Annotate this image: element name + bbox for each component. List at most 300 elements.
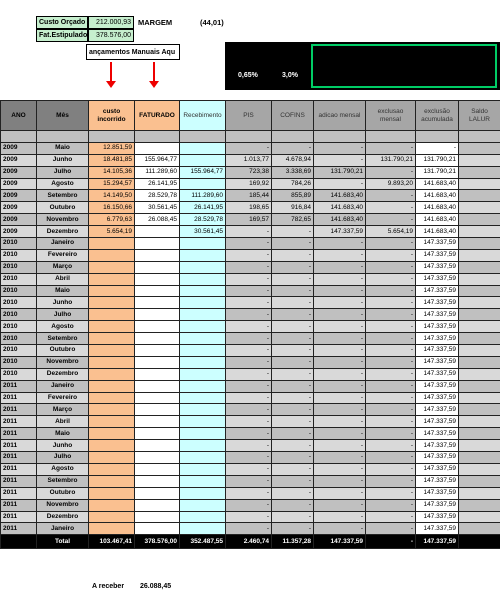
cell-faturado[interactable] [135, 499, 180, 511]
cell-recebimento[interactable] [180, 131, 226, 143]
cell-exclusao-acumulada[interactable]: 147.337,59 [416, 238, 459, 250]
cell-recebimento[interactable]: 26.141,95 [180, 202, 226, 214]
cell-mes[interactable]: Julho [37, 166, 89, 178]
cell-saldo-lalur[interactable] [459, 392, 500, 404]
cell-cofins[interactable]: - [272, 249, 314, 261]
cell-exclusao-acumulada[interactable]: 147.337,59 [416, 392, 459, 404]
cell-recebimento[interactable] [180, 475, 226, 487]
cell-cofins[interactable]: 855,89 [272, 190, 314, 202]
cell-saldo-lalur[interactable] [459, 285, 500, 297]
cell-custo-incorrido[interactable]: 18.481,85 [89, 154, 135, 166]
cell-faturado[interactable] [135, 333, 180, 345]
cell-custo-incorrido[interactable] [89, 238, 135, 250]
cell-pis[interactable]: - [226, 428, 272, 440]
cell-exclusao-mensal[interactable]: - [366, 297, 416, 309]
cell-custo-incorrido[interactable] [89, 249, 135, 261]
cell-pis[interactable]: 1.013,77 [226, 154, 272, 166]
cell-faturado[interactable] [135, 416, 180, 428]
cell-mes[interactable]: Janeiro [37, 523, 89, 535]
cell-adicao-mensal[interactable]: 147.337,59 [314, 226, 366, 238]
cell-pis[interactable]: - [226, 285, 272, 297]
cell-recebimento[interactable]: 28.529,78 [180, 214, 226, 226]
fat-estipulado-label[interactable]: Fat.Estipulado [36, 29, 88, 42]
cell-pis[interactable] [226, 131, 272, 143]
cell-adicao-mensal[interactable]: 141.683,40 [314, 214, 366, 226]
cell-adicao-mensal[interactable]: - [314, 404, 366, 416]
cell-recebimento[interactable]: 111.289,60 [180, 190, 226, 202]
cell-mes[interactable]: Outubro [37, 487, 89, 499]
cell-exclusao-acumulada[interactable]: 147.337,59 [416, 261, 459, 273]
cell-custo-incorrido[interactable] [89, 475, 135, 487]
header-ano[interactable]: ANO [1, 101, 37, 131]
cell-exclusao-acumulada[interactable]: 147.337,59 [416, 297, 459, 309]
cell-recebimento[interactable] [180, 487, 226, 499]
cell-mes[interactable]: Março [37, 261, 89, 273]
cell-pis[interactable]: 723,38 [226, 166, 272, 178]
custo-orcado-value[interactable]: 212.000,93 [88, 16, 134, 29]
cell-adicao-mensal[interactable]: - [314, 356, 366, 368]
cell-custo-incorrido[interactable] [89, 463, 135, 475]
cell-custo-incorrido[interactable] [89, 452, 135, 464]
cell-exclusao-acumulada[interactable]: 147.337,59 [416, 416, 459, 428]
cell-exclusao-mensal[interactable]: - [366, 190, 416, 202]
cell-adicao-mensal[interactable]: - [314, 249, 366, 261]
cell-exclusao-acumulada[interactable]: 147.337,59 [416, 487, 459, 499]
cell-ano[interactable]: 2010 [1, 238, 37, 250]
cell-cofins[interactable]: - [272, 416, 314, 428]
cell-ano[interactable]: 2011 [1, 380, 37, 392]
cell-saldo-lalur[interactable] [459, 535, 500, 549]
cell-faturado[interactable]: 26.088,45 [135, 214, 180, 226]
cell-exclusao-acumulada[interactable]: 141.683,40 [416, 190, 459, 202]
cell-exclusao-mensal[interactable]: - [366, 356, 416, 368]
cell-mes[interactable]: Junho [37, 154, 89, 166]
cell-pis[interactable]: - [226, 475, 272, 487]
header-custo-incorrido[interactable]: custo incorrido [89, 101, 135, 131]
cell-exclusao-mensal[interactable]: - [366, 475, 416, 487]
cell-exclusao-mensal[interactable]: - [366, 214, 416, 226]
cell-saldo-lalur[interactable] [459, 238, 500, 250]
cell-mes[interactable]: Janeiro [37, 380, 89, 392]
cell-pis[interactable]: - [226, 452, 272, 464]
cell-mes[interactable]: Novembro [37, 356, 89, 368]
cell-recebimento[interactable] [180, 404, 226, 416]
cell-exclusao-acumulada[interactable]: 141.683,40 [416, 214, 459, 226]
cell-exclusao-mensal[interactable]: 131.790,21 [366, 154, 416, 166]
cell-cofins[interactable] [272, 131, 314, 143]
cell-cofins[interactable]: 11.357,28 [272, 535, 314, 549]
cell-ano[interactable]: 2010 [1, 356, 37, 368]
cell-mes[interactable]: Dezembro [37, 511, 89, 523]
cell-exclusao-mensal[interactable]: - [366, 321, 416, 333]
cell-adicao-mensal[interactable]: - [314, 368, 366, 380]
cell-pis[interactable]: - [226, 345, 272, 357]
cell-adicao-mensal[interactable]: - [314, 333, 366, 345]
cell-exclusao-mensal[interactable]: - [366, 142, 416, 154]
cell-saldo-lalur[interactable] [459, 475, 500, 487]
cell-exclusao-acumulada[interactable]: 147.337,59 [416, 345, 459, 357]
cell-mes[interactable]: Julho [37, 452, 89, 464]
cell-exclusao-acumulada[interactable]: 141.683,40 [416, 202, 459, 214]
cell-exclusao-mensal[interactable]: - [366, 392, 416, 404]
cell-cofins[interactable]: - [272, 487, 314, 499]
cell-ano[interactable]: 2011 [1, 416, 37, 428]
cell-pis[interactable]: 185,44 [226, 190, 272, 202]
cell-faturado[interactable] [135, 345, 180, 357]
cell-mes[interactable]: Setembro [37, 190, 89, 202]
cell-faturado[interactable]: 30.561,45 [135, 202, 180, 214]
cell-exclusao-mensal[interactable]: - [366, 463, 416, 475]
cell-saldo-lalur[interactable] [459, 309, 500, 321]
cell-exclusao-mensal[interactable]: 5.654,19 [366, 226, 416, 238]
cell-recebimento[interactable] [180, 333, 226, 345]
cell-recebimento[interactable] [180, 452, 226, 464]
cell-exclusao-acumulada[interactable]: 147.337,59 [416, 404, 459, 416]
cell-faturado[interactable] [135, 463, 180, 475]
cell-exclusao-acumulada[interactable]: 131.790,21 [416, 154, 459, 166]
cell-faturado[interactable] [135, 475, 180, 487]
cell-exclusao-mensal[interactable]: - [366, 345, 416, 357]
cell-recebimento[interactable] [180, 238, 226, 250]
cell-faturado[interactable] [135, 404, 180, 416]
cell-exclusao-acumulada[interactable]: 141.683,40 [416, 226, 459, 238]
cell-exclusao-acumulada[interactable]: 141.683,40 [416, 178, 459, 190]
cell-recebimento[interactable] [180, 368, 226, 380]
cell-ano[interactable]: 2010 [1, 333, 37, 345]
cell-mes[interactable]: Dezembro [37, 368, 89, 380]
cell-ano[interactable]: 2010 [1, 285, 37, 297]
cell-pis[interactable]: - [226, 249, 272, 261]
cell-custo-incorrido[interactable] [89, 356, 135, 368]
cell-custo-incorrido[interactable] [89, 523, 135, 535]
cell-mes[interactable]: Fevereiro [37, 392, 89, 404]
cell-pis[interactable]: - [226, 463, 272, 475]
cell-adicao-mensal[interactable]: 141.683,40 [314, 190, 366, 202]
cell-cofins[interactable]: - [272, 404, 314, 416]
cell-mes[interactable]: Janeiro [37, 238, 89, 250]
cell-cofins[interactable]: - [272, 440, 314, 452]
cell-custo-incorrido[interactable] [89, 428, 135, 440]
cell-custo-incorrido[interactable] [89, 416, 135, 428]
cell-exclusao-mensal[interactable]: - [366, 523, 416, 535]
cell-exclusao-acumulada[interactable]: 147.337,59 [416, 333, 459, 345]
cell-recebimento[interactable] [180, 261, 226, 273]
cell-faturado[interactable]: 155.964,77 [135, 154, 180, 166]
cell-cofins[interactable]: - [272, 380, 314, 392]
cell-custo-incorrido[interactable]: 103.467,41 [89, 535, 135, 549]
cell-faturado[interactable] [135, 142, 180, 154]
cell-pis[interactable]: - [226, 416, 272, 428]
cell-custo-incorrido[interactable] [89, 392, 135, 404]
cell-exclusao-mensal[interactable]: - [366, 440, 416, 452]
cell-exclusao-acumulada[interactable]: 147.337,59 [416, 523, 459, 535]
cell-saldo-lalur[interactable] [459, 511, 500, 523]
fat-estipulado-value[interactable]: 378.576,00 [88, 29, 134, 42]
cell-cofins[interactable]: - [272, 321, 314, 333]
cell-pis[interactable]: 169,92 [226, 178, 272, 190]
cell-ano[interactable]: 2011 [1, 404, 37, 416]
cell-saldo-lalur[interactable] [459, 261, 500, 273]
cell-custo-incorrido[interactable]: 14.149,50 [89, 190, 135, 202]
cell-custo-incorrido[interactable]: 16.150,66 [89, 202, 135, 214]
cell-cofins[interactable]: 916,84 [272, 202, 314, 214]
cell-exclusao-acumulada[interactable]: 147.337,59 [416, 380, 459, 392]
cell-mes[interactable]: Total [37, 535, 89, 549]
cell-cofins[interactable]: - [272, 523, 314, 535]
cell-pis[interactable]: - [226, 440, 272, 452]
cell-ano[interactable]: 2010 [1, 249, 37, 261]
cell-exclusao-mensal[interactable]: - [366, 368, 416, 380]
cell-faturado[interactable] [135, 226, 180, 238]
cell-faturado[interactable] [135, 380, 180, 392]
cell-cofins[interactable]: - [272, 261, 314, 273]
cell-recebimento[interactable] [180, 380, 226, 392]
cell-adicao-mensal[interactable]: - [314, 321, 366, 333]
cell-exclusao-mensal[interactable]: - [366, 380, 416, 392]
custo-orcado-label[interactable]: Custo Orçado [36, 16, 88, 29]
cell-custo-incorrido[interactable] [89, 131, 135, 143]
cell-faturado[interactable] [135, 452, 180, 464]
cell-mes[interactable]: Outubro [37, 202, 89, 214]
cell-cofins[interactable]: 782,65 [272, 214, 314, 226]
cell-mes[interactable]: Novembro [37, 499, 89, 511]
cell-faturado[interactable] [135, 321, 180, 333]
cell-saldo-lalur[interactable] [459, 416, 500, 428]
cell-faturado[interactable] [135, 392, 180, 404]
cell-custo-incorrido[interactable] [89, 511, 135, 523]
cell-exclusao-acumulada[interactable]: 147.337,59 [416, 428, 459, 440]
cell-recebimento[interactable] [180, 297, 226, 309]
header-mes[interactable]: Mês [37, 101, 89, 131]
cell-recebimento[interactable] [180, 428, 226, 440]
cell-recebimento[interactable]: 30.561,45 [180, 226, 226, 238]
cell-ano[interactable]: 2011 [1, 523, 37, 535]
cell-custo-incorrido[interactable] [89, 297, 135, 309]
cell-saldo-lalur[interactable] [459, 404, 500, 416]
cell-ano[interactable]: 2011 [1, 511, 37, 523]
cell-exclusao-acumulada[interactable] [416, 131, 459, 143]
cell-ano[interactable]: 2011 [1, 428, 37, 440]
cell-recebimento[interactable] [180, 321, 226, 333]
cell-cofins[interactable]: 3.338,69 [272, 166, 314, 178]
cell-saldo-lalur[interactable] [459, 166, 500, 178]
header-faturado[interactable]: FATURADO [135, 101, 180, 131]
cell-adicao-mensal[interactable]: - [314, 238, 366, 250]
cell-cofins[interactable]: - [272, 368, 314, 380]
cell-recebimento[interactable] [180, 523, 226, 535]
cell-custo-incorrido[interactable] [89, 273, 135, 285]
cell-recebimento[interactable]: 155.964,77 [180, 166, 226, 178]
cell-pis[interactable]: - [226, 321, 272, 333]
selected-cell-frame[interactable] [311, 44, 497, 88]
cell-pis[interactable]: - [226, 273, 272, 285]
cell-cofins[interactable]: - [272, 226, 314, 238]
cell-adicao-mensal[interactable]: - [314, 178, 366, 190]
cell-recebimento[interactable] [180, 356, 226, 368]
cell-ano[interactable]: 2009 [1, 154, 37, 166]
cell-faturado[interactable] [135, 523, 180, 535]
cell-saldo-lalur[interactable] [459, 297, 500, 309]
cell-mes[interactable]: Setembro [37, 475, 89, 487]
cell-ano[interactable]: 2010 [1, 273, 37, 285]
cell-exclusao-mensal[interactable]: - [366, 404, 416, 416]
cell-saldo-lalur[interactable] [459, 440, 500, 452]
cell-mes[interactable]: Dezembro [37, 226, 89, 238]
cell-cofins[interactable]: - [272, 356, 314, 368]
cell-ano[interactable]: 2010 [1, 345, 37, 357]
cell-saldo-lalur[interactable] [459, 249, 500, 261]
cell-cofins[interactable]: - [272, 333, 314, 345]
cell-cofins[interactable]: - [272, 428, 314, 440]
header-adicao-mensal[interactable]: adicao mensal [314, 101, 366, 131]
cell-adicao-mensal[interactable]: 147.337,59 [314, 535, 366, 549]
cell-exclusao-acumulada[interactable]: 147.337,59 [416, 440, 459, 452]
cell-custo-incorrido[interactable] [89, 309, 135, 321]
cell-recebimento[interactable] [180, 345, 226, 357]
cell-ano[interactable]: 2009 [1, 214, 37, 226]
cell-exclusao-mensal[interactable]: - [366, 166, 416, 178]
cell-recebimento[interactable] [180, 440, 226, 452]
cell-recebimento[interactable]: 352.487,55 [180, 535, 226, 549]
cell-adicao-mensal[interactable]: - [314, 416, 366, 428]
cell-saldo-lalur[interactable] [459, 523, 500, 535]
cell-ano[interactable]: 2011 [1, 452, 37, 464]
cell-pis[interactable]: - [226, 523, 272, 535]
cell-mes[interactable]: Abril [37, 416, 89, 428]
cell-exclusao-acumulada[interactable]: 131.790,21 [416, 166, 459, 178]
cell-ano[interactable]: 2010 [1, 321, 37, 333]
cell-mes[interactable] [37, 131, 89, 143]
cell-custo-incorrido[interactable] [89, 440, 135, 452]
cell-saldo-lalur[interactable] [459, 154, 500, 166]
cell-pis[interactable]: - [226, 368, 272, 380]
cell-saldo-lalur[interactable] [459, 368, 500, 380]
cell-adicao-mensal[interactable]: - [314, 297, 366, 309]
cell-adicao-mensal[interactable]: - [314, 392, 366, 404]
cell-mes[interactable]: Março [37, 404, 89, 416]
cell-custo-incorrido[interactable] [89, 368, 135, 380]
header-recebimento[interactable]: Recebimento [180, 101, 226, 131]
cell-cofins[interactable]: - [272, 285, 314, 297]
cell-mes[interactable]: Junho [37, 440, 89, 452]
cell-ano[interactable]: 2009 [1, 166, 37, 178]
cell-faturado[interactable] [135, 238, 180, 250]
cell-adicao-mensal[interactable]: - [314, 154, 366, 166]
cell-cofins[interactable]: 784,26 [272, 178, 314, 190]
cell-custo-incorrido[interactable] [89, 321, 135, 333]
cell-adicao-mensal[interactable]: - [314, 463, 366, 475]
cell-pis[interactable]: - [226, 238, 272, 250]
cell-adicao-mensal[interactable]: - [314, 428, 366, 440]
header-pis[interactable]: PIS [226, 101, 272, 131]
cell-ano[interactable]: 2011 [1, 463, 37, 475]
cell-saldo-lalur[interactable] [459, 499, 500, 511]
cell-cofins[interactable]: - [272, 309, 314, 321]
cell-exclusao-mensal[interactable]: - [366, 273, 416, 285]
cell-custo-incorrido[interactable] [89, 487, 135, 499]
cell-custo-incorrido[interactable]: 12.851,59 [89, 142, 135, 154]
cell-custo-incorrido[interactable] [89, 333, 135, 345]
header-exclusao-mensal[interactable]: exclusao mensal [366, 101, 416, 131]
cell-adicao-mensal[interactable]: - [314, 523, 366, 535]
cell-faturado[interactable] [135, 249, 180, 261]
cell-recebimento[interactable] [180, 142, 226, 154]
cell-faturado[interactable]: 26.141,95 [135, 178, 180, 190]
cell-ano[interactable]: 2009 [1, 202, 37, 214]
cell-faturado[interactable] [135, 297, 180, 309]
cell-exclusao-mensal[interactable]: - [366, 249, 416, 261]
cell-saldo-lalur[interactable] [459, 131, 500, 143]
cell-recebimento[interactable] [180, 178, 226, 190]
cell-adicao-mensal[interactable]: - [314, 285, 366, 297]
cell-saldo-lalur[interactable] [459, 452, 500, 464]
cell-recebimento[interactable] [180, 249, 226, 261]
cell-custo-incorrido[interactable] [89, 404, 135, 416]
cell-faturado[interactable]: 28.529,78 [135, 190, 180, 202]
cell-mes[interactable]: Maio [37, 142, 89, 154]
cell-recebimento[interactable] [180, 511, 226, 523]
cell-ano[interactable]: 2011 [1, 440, 37, 452]
cell-exclusao-mensal[interactable]: - [366, 452, 416, 464]
cell-faturado[interactable] [135, 356, 180, 368]
cell-adicao-mensal[interactable] [314, 131, 366, 143]
cell-saldo-lalur[interactable] [459, 345, 500, 357]
cell-cofins[interactable]: - [272, 345, 314, 357]
cell-cofins[interactable]: - [272, 297, 314, 309]
cell-pis[interactable]: - [226, 499, 272, 511]
cell-adicao-mensal[interactable]: - [314, 499, 366, 511]
cell-exclusao-mensal[interactable] [366, 131, 416, 143]
cell-exclusao-acumulada[interactable]: 147.337,59 [416, 285, 459, 297]
cell-saldo-lalur[interactable] [459, 321, 500, 333]
cell-cofins[interactable]: - [272, 452, 314, 464]
cell-exclusao-mensal[interactable]: - [366, 202, 416, 214]
cell-mes[interactable]: Agosto [37, 178, 89, 190]
cell-ano[interactable]: 2009 [1, 190, 37, 202]
cell-cofins[interactable]: - [272, 238, 314, 250]
cell-pis[interactable]: - [226, 142, 272, 154]
cell-ano[interactable]: 2011 [1, 392, 37, 404]
cell-custo-incorrido[interactable]: 14.105,36 [89, 166, 135, 178]
cell-adicao-mensal[interactable]: - [314, 273, 366, 285]
cell-ano[interactable] [1, 535, 37, 549]
cell-saldo-lalur[interactable] [459, 273, 500, 285]
cell-cofins[interactable]: - [272, 142, 314, 154]
cell-faturado[interactable] [135, 428, 180, 440]
cell-adicao-mensal[interactable]: - [314, 452, 366, 464]
cell-faturado[interactable] [135, 309, 180, 321]
cell-pis[interactable]: 2.460,74 [226, 535, 272, 549]
cell-faturado[interactable]: 378.576,00 [135, 535, 180, 549]
cell-saldo-lalur[interactable] [459, 487, 500, 499]
cell-ano[interactable]: 2011 [1, 475, 37, 487]
cell-mes[interactable]: Agosto [37, 463, 89, 475]
cell-saldo-lalur[interactable] [459, 202, 500, 214]
cell-custo-incorrido[interactable] [89, 380, 135, 392]
cell-adicao-mensal[interactable]: 141.683,40 [314, 202, 366, 214]
cell-exclusao-mensal[interactable]: - [366, 309, 416, 321]
cell-exclusao-mensal[interactable]: 9.893,20 [366, 178, 416, 190]
cell-exclusao-mensal[interactable]: - [366, 428, 416, 440]
cell-custo-incorrido[interactable]: 5.654,19 [89, 226, 135, 238]
cell-pis[interactable]: - [226, 392, 272, 404]
cell-adicao-mensal[interactable]: - [314, 440, 366, 452]
cell-exclusao-acumulada[interactable]: 147.337,59 [416, 356, 459, 368]
cell-faturado[interactable] [135, 487, 180, 499]
cell-adicao-mensal[interactable]: - [314, 345, 366, 357]
cell-mes[interactable]: Setembro [37, 333, 89, 345]
cell-cofins[interactable]: - [272, 392, 314, 404]
